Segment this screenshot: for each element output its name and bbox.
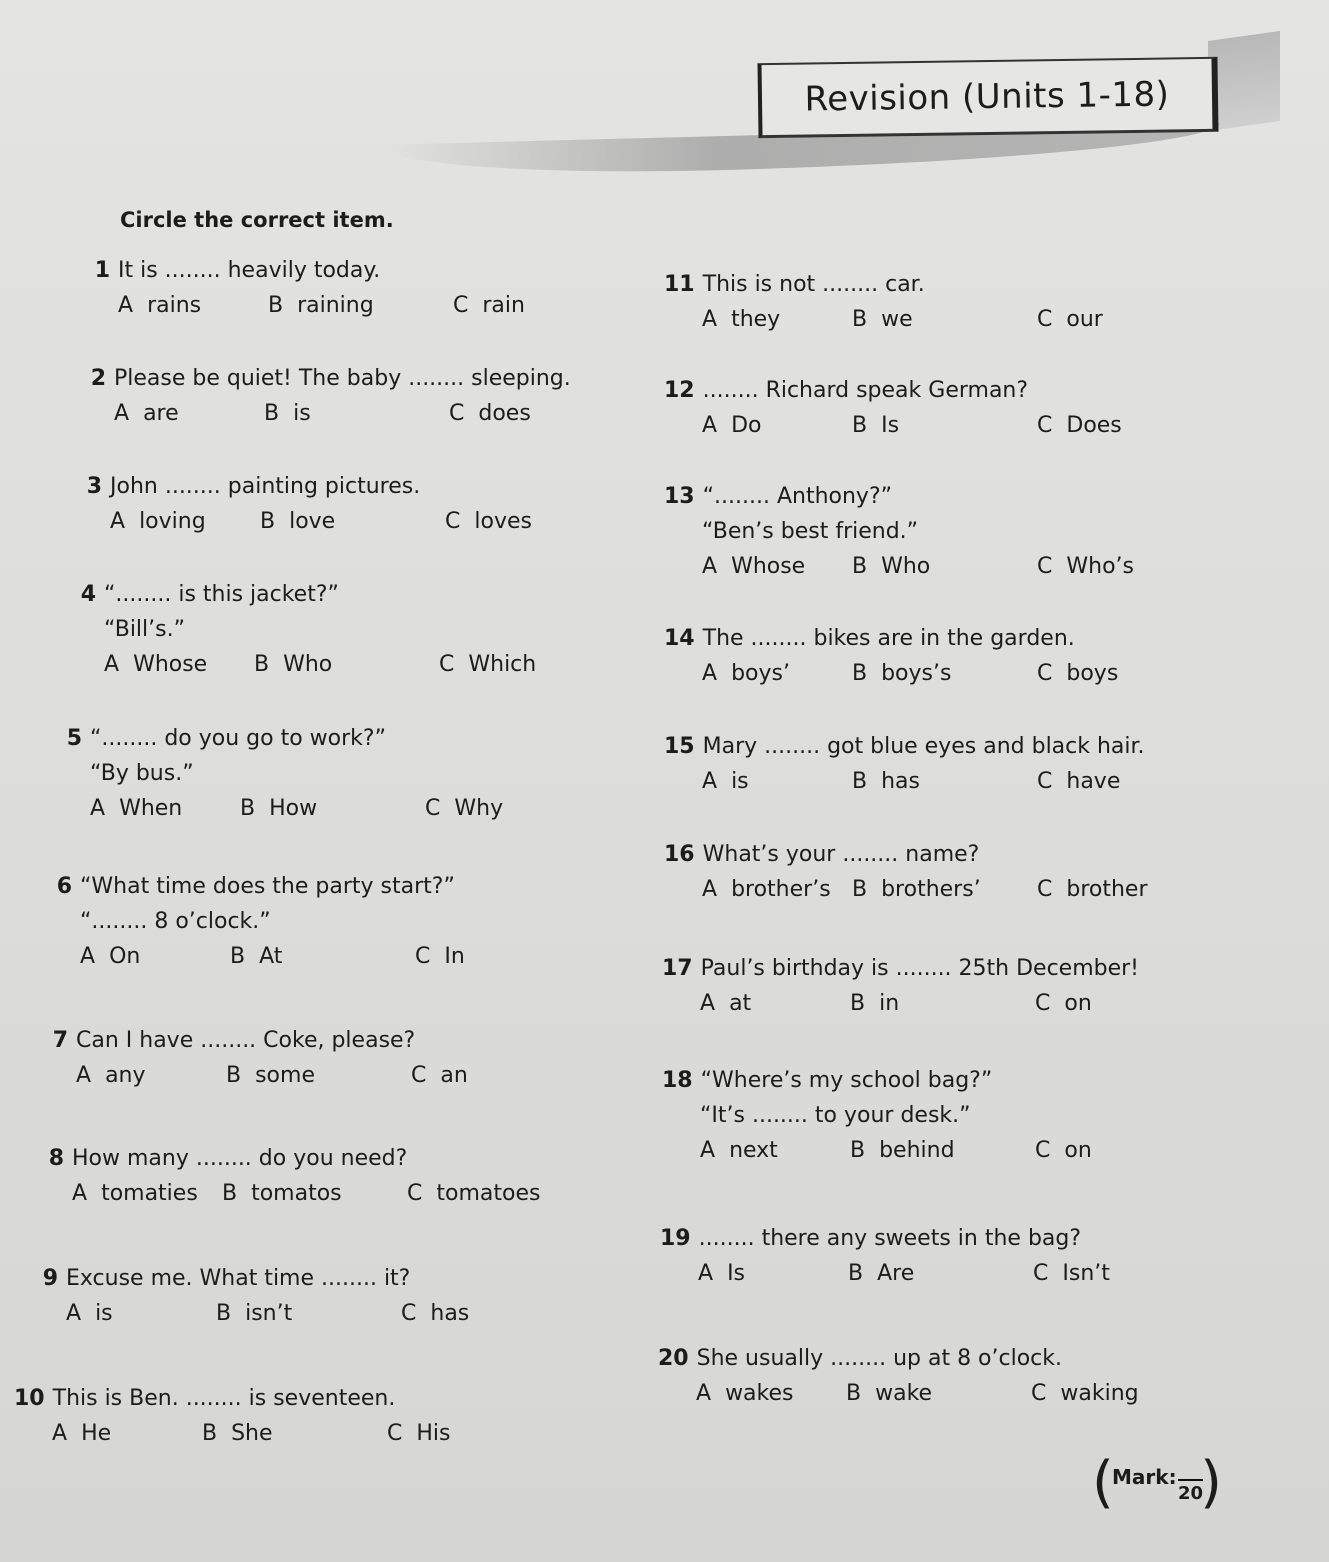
question-3 [72,474,625,534]
question-text: ........ Richard speak German? [702,378,1029,403]
option-letter: B [852,554,868,579]
option-letter: A [110,509,126,534]
answer-option-c[interactable] [1033,1261,1213,1286]
question-stem [662,956,1215,981]
option-text: is [95,1301,113,1326]
title-tab-decoration [1208,31,1280,131]
option-letter: A [90,796,106,821]
answer-options [76,401,629,426]
question-second-line: “It’s ........ to your desk.” [700,1103,971,1128]
answer-option-a[interactable] [702,769,852,794]
answer-option-a[interactable] [700,991,850,1016]
option-letter: A [114,401,130,426]
option-text: Whose [731,554,806,579]
option-text: any [105,1063,146,1088]
option-letter: C [445,509,461,534]
answer-option-c[interactable] [1035,991,1215,1016]
answer-option-a[interactable] [702,307,852,332]
option-text: Does [1066,413,1122,438]
answer-option-c[interactable] [425,796,605,821]
answer-option-a[interactable] [702,554,852,579]
answer-option-a[interactable] [702,413,852,438]
question-text: Can I have ........ Coke, please? [76,1028,416,1053]
answer-option-b[interactable] [260,509,445,534]
question-text: ........ there any sweets in the bag? [698,1226,1082,1251]
option-letter: B [240,796,256,821]
option-text: Who’s [1066,554,1134,579]
question-stem [664,842,1217,867]
answer-option-b[interactable] [846,1381,1031,1406]
option-text: in [879,991,900,1016]
option-letter: C [425,796,441,821]
mark-box [1092,1450,1222,1525]
option-text: Is [881,413,900,438]
question-number: 9 [42,1266,58,1291]
option-letter: A [72,1181,88,1206]
answer-options [28,1301,581,1326]
question-6 [42,874,595,969]
option-text: brother [1066,877,1148,902]
option-letter: C [1035,991,1051,1016]
answer-options [52,796,605,821]
question-14 [664,626,1217,686]
question-number: 10 [14,1386,45,1411]
answer-options [660,1261,1213,1286]
answer-option-a[interactable] [702,877,852,902]
option-text: tomaties [101,1181,198,1206]
option-letter: B [850,991,866,1016]
question-number: 14 [664,626,695,651]
option-letter: A [702,307,718,332]
question-number: 19 [660,1226,691,1251]
answer-options [80,293,633,318]
question-text: Please be quiet! The baby ........ sleeping. [114,366,571,391]
answer-option-c[interactable] [439,652,619,677]
question-10 [14,1386,567,1446]
option-letter: A [702,413,718,438]
answer-option-c[interactable] [1037,769,1217,794]
answer-option-b[interactable] [848,1261,1033,1286]
answer-option-a[interactable] [90,796,240,821]
question-19 [660,1226,1213,1286]
option-text: When [119,796,183,821]
answer-option-b[interactable] [852,413,1037,438]
option-letter: C [415,944,431,969]
option-letter: A [76,1063,92,1088]
option-text: we [881,307,913,332]
question-9 [28,1266,581,1326]
question-second-line: “By bus.” [90,761,194,786]
option-letter: C [1037,413,1053,438]
option-text: Who [283,652,333,677]
option-text: rains [147,293,202,318]
option-letter: C [407,1181,423,1206]
answer-option-b[interactable] [852,661,1037,686]
question-stem [80,258,633,283]
option-letter: C [1037,877,1053,902]
answer-option-a[interactable] [104,652,254,677]
answer-option-c[interactable] [411,1063,591,1088]
option-text: loves [474,509,532,534]
question-number: 4 [80,582,96,607]
answer-options [664,661,1217,686]
question-4 [66,582,619,677]
question-stem [28,1266,581,1291]
option-letter: A [696,1381,712,1406]
mark-label: Mark: [1112,1465,1177,1489]
option-text: has [881,769,920,794]
option-text: some [255,1063,315,1088]
question-12 [664,378,1217,438]
option-text: tomatos [251,1181,342,1206]
option-text: our [1066,307,1103,332]
option-letter: A [702,661,718,686]
answer-option-c[interactable] [453,293,633,318]
question-number: 3 [86,474,102,499]
question-text: “........ Anthony?” [702,484,893,509]
question-stem [42,874,595,899]
option-text: Why [454,796,504,821]
option-letter: A [700,1138,716,1163]
answer-option-c[interactable] [449,401,629,426]
question-number: 1 [94,258,110,283]
option-text: is [731,769,749,794]
question-text: “Where’s my school bag?” [700,1068,993,1093]
answer-options [66,652,619,677]
answer-options [664,307,1217,332]
option-letter: B [264,401,280,426]
option-text: isn’t [245,1301,293,1326]
option-text: Who [881,554,931,579]
question-number: 20 [658,1346,689,1371]
option-text: raining [297,293,374,318]
instruction: Circle the correct item. [120,208,394,232]
answer-option-b[interactable] [852,769,1037,794]
question-second-line: “Ben’s best friend.” [702,519,919,544]
question-stem [34,1146,587,1171]
option-letter: C [401,1301,417,1326]
answer-options [664,877,1217,902]
option-letter: C [449,401,465,426]
option-text: Do [731,413,762,438]
answer-option-a[interactable] [72,1181,222,1206]
answer-option-b[interactable] [222,1181,407,1206]
option-letter: C [1037,661,1053,686]
question-stem [658,1346,1211,1371]
option-letter: B [254,652,270,677]
option-letter: C [1037,769,1053,794]
mark-total: 20 [1178,1479,1203,1504]
question-second-line: “........ 8 o’clock.” [80,909,271,934]
answer-option-b[interactable] [852,877,1037,902]
question-text: This is not ........ car. [702,272,925,297]
question-text: This is Ben. ........ is seventeen. [52,1386,396,1411]
option-letter: B [260,509,276,534]
question-text: Mary ........ got blue eyes and black hair. [702,734,1145,759]
answer-option-b[interactable] [852,307,1037,332]
answer-option-c[interactable] [401,1301,581,1326]
question-number: 11 [664,272,695,297]
question-text: John ........ painting pictures. [110,474,421,499]
option-letter: C [1031,1381,1047,1406]
option-letter: C [1035,1138,1051,1163]
answer-options [662,1138,1215,1163]
question-stem [664,734,1217,759]
answer-options [664,413,1217,438]
option-text: He [81,1421,112,1446]
answer-option-b[interactable] [202,1421,387,1446]
question-20 [658,1346,1211,1406]
option-text: boys’s [881,661,952,686]
question-8 [34,1146,587,1206]
question-7 [38,1028,591,1088]
answer-option-a[interactable] [118,293,268,318]
option-letter: C [1037,307,1053,332]
option-letter: B [852,307,868,332]
answer-options [72,509,625,534]
answer-options [662,991,1215,1016]
question-text: It is ........ heavily today. [118,258,381,283]
answer-option-b[interactable] [850,1138,1035,1163]
answer-options [14,1421,567,1446]
option-text: rain [482,293,525,318]
question-17 [662,956,1215,1016]
question-text: “What time does the party start?” [80,874,455,899]
option-letter: A [118,293,134,318]
option-letter: A [66,1301,82,1326]
question-number: 7 [52,1028,68,1053]
option-text: At [259,944,283,969]
option-letter: B [268,293,284,318]
option-text: Is [727,1261,746,1286]
question-number: 15 [664,734,695,759]
answer-option-a[interactable] [696,1381,846,1406]
option-text: brother’s [731,877,831,902]
option-text: wake [875,1381,933,1406]
question-number: 2 [90,366,106,391]
question-18 [662,1068,1215,1163]
answer-option-c[interactable] [407,1181,587,1206]
option-letter: B [202,1421,218,1446]
answer-option-b[interactable] [254,652,439,677]
question-stem [38,1028,591,1053]
option-letter: A [702,769,718,794]
option-text: Are [877,1261,915,1286]
option-text: loving [139,509,206,534]
option-text: wakes [725,1381,794,1406]
question-number: 13 [664,484,695,509]
option-text: is [293,401,311,426]
answer-option-b[interactable] [216,1301,401,1326]
answer-options [658,1381,1211,1406]
answer-option-a[interactable] [52,1421,202,1446]
question-text: How many ........ do you need? [72,1146,408,1171]
right-paren: ) [1200,1450,1222,1515]
option-letter: C [411,1063,427,1088]
option-letter: B [850,1138,866,1163]
answer-option-c[interactable] [1037,877,1217,902]
question-stem [662,1068,1215,1093]
left-paren: ( [1092,1450,1114,1515]
question-text: “........ is this jacket?” [104,582,339,607]
answer-option-c[interactable] [1037,413,1217,438]
answer-option-c[interactable] [387,1421,567,1446]
page-title: Revision (Units 1-18) [804,74,1170,120]
question-stem [52,726,605,751]
option-text: next [729,1138,778,1163]
question-text: What’s your ........ name? [702,842,980,867]
option-letter: A [52,1421,68,1446]
answer-option-b[interactable] [850,991,1035,1016]
answer-option-b[interactable] [226,1063,411,1088]
answer-option-a[interactable] [114,401,264,426]
question-number: 8 [48,1146,64,1171]
option-text: on [1064,1138,1092,1163]
question-number: 17 [662,956,693,981]
question-stem [664,484,1217,509]
option-letter: B [222,1181,238,1206]
answer-option-b[interactable] [264,401,449,426]
question-stem [664,378,1217,403]
option-text: On [109,944,141,969]
answer-option-c[interactable] [1031,1381,1211,1406]
question-second-line: “Bill’s.” [104,617,185,642]
option-text: have [1066,769,1121,794]
option-letter: B [852,413,868,438]
option-letter: C [1033,1261,1049,1286]
option-text: How [269,796,318,821]
option-text: Isn’t [1062,1261,1110,1286]
option-letter: B [230,944,246,969]
answer-option-a[interactable] [76,1063,226,1088]
question-stem [66,582,619,607]
option-letter: B [852,769,868,794]
answer-option-c[interactable] [445,509,625,534]
answer-options [664,554,1217,579]
option-text: waking [1060,1381,1139,1406]
option-text: has [430,1301,470,1326]
option-text: His [416,1421,451,1446]
option-letter: A [80,944,96,969]
answer-option-c[interactable] [1037,661,1217,686]
answer-option-c[interactable] [415,944,595,969]
option-text: on [1064,991,1092,1016]
question-13 [664,484,1217,579]
option-text: In [444,944,465,969]
answer-option-c[interactable] [1037,307,1217,332]
option-text: tomatoes [436,1181,541,1206]
question-text: The ........ bikes are in the garden. [702,626,1075,651]
option-text: does [478,401,531,426]
option-letter: B [846,1381,862,1406]
question-2 [76,366,629,426]
answer-option-b[interactable] [240,796,425,821]
option-letter: B [848,1261,864,1286]
option-letter: C [453,293,469,318]
answer-option-b[interactable] [852,554,1037,579]
option-letter: A [700,991,716,1016]
option-letter: C [387,1421,403,1446]
question-text: “........ do you go to work?” [90,726,386,751]
question-number: 18 [662,1068,693,1093]
option-text: an [440,1063,468,1088]
question-number: 5 [66,726,82,751]
option-text: brothers’ [881,877,981,902]
option-text: Whose [133,652,208,677]
answer-option-a[interactable] [698,1261,848,1286]
answer-option-c[interactable] [1035,1138,1215,1163]
question-text: Excuse me. What time ........ it? [66,1266,411,1291]
question-stem [72,474,625,499]
question-stem [660,1226,1213,1251]
option-letter: A [698,1261,714,1286]
option-text: love [289,509,336,534]
option-letter: B [216,1301,232,1326]
option-text: they [731,307,781,332]
answer-option-a[interactable] [700,1138,850,1163]
option-text: at [729,991,752,1016]
question-stem [76,366,629,391]
option-text: are [143,401,179,426]
question-number: 16 [664,842,695,867]
question-16 [664,842,1217,902]
option-letter: C [1037,554,1053,579]
answer-option-a[interactable] [80,944,230,969]
answer-option-a[interactable] [110,509,260,534]
answer-option-b[interactable] [268,293,453,318]
answer-option-a[interactable] [702,661,852,686]
option-letter: B [852,877,868,902]
answer-option-b[interactable] [230,944,415,969]
option-text: boys [1066,661,1119,686]
option-letter: A [104,652,120,677]
option-letter: B [226,1063,242,1088]
question-number: 6 [56,874,72,899]
question-stem [14,1386,567,1411]
answer-options [42,944,595,969]
answer-options [34,1181,587,1206]
question-text: She usually ........ up at 8 o’clock. [696,1346,1063,1371]
answer-option-c[interactable] [1037,554,1217,579]
question-stem [664,272,1217,297]
answer-options [664,769,1217,794]
page-title-box [757,57,1218,138]
option-text: She [231,1421,273,1446]
answer-option-a[interactable] [66,1301,216,1326]
answer-options [38,1063,591,1088]
option-text: boys’ [731,661,790,686]
question-15 [664,734,1217,794]
question-5 [52,726,605,821]
option-letter: A [702,554,718,579]
question-stem [664,626,1217,651]
option-letter: B [852,661,868,686]
question-11 [664,272,1217,332]
option-letter: C [439,652,455,677]
option-text: behind [879,1138,955,1163]
question-text: Paul’s birthday is ........ 25th December! [700,956,1140,981]
option-text: Which [468,652,537,677]
question-1 [80,258,633,318]
question-number: 12 [664,378,695,403]
option-letter: A [702,877,718,902]
